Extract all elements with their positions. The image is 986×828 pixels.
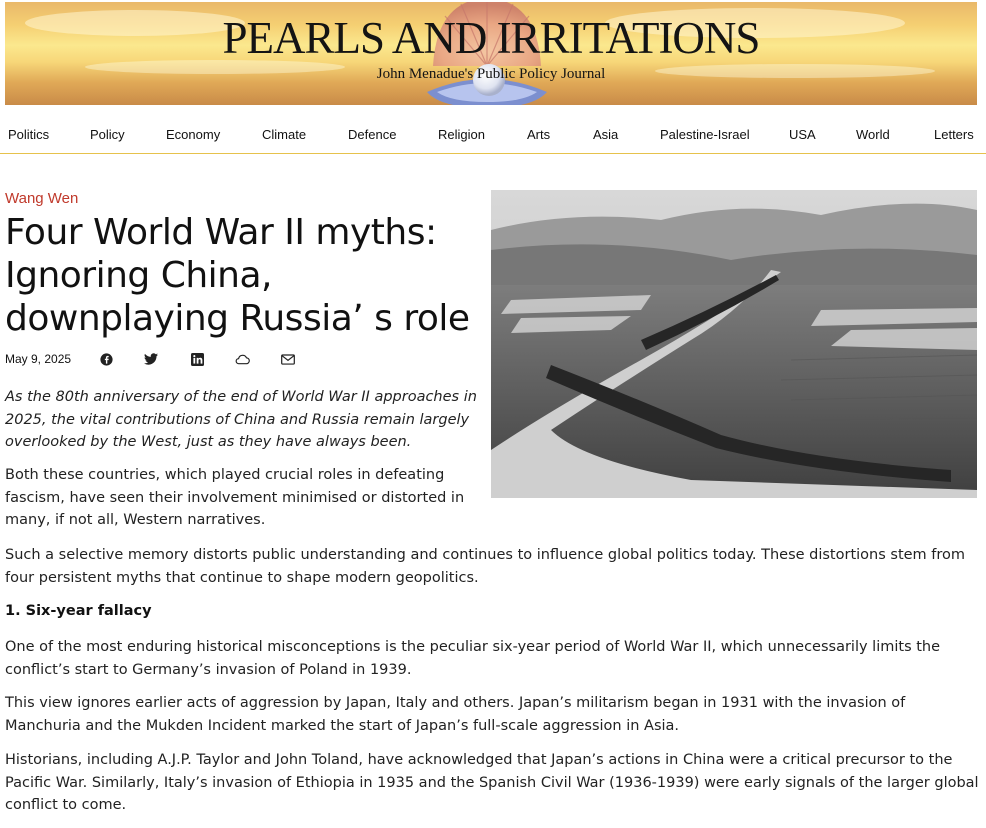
nav-item-climate[interactable]: Climate: [262, 127, 307, 142]
twitter-icon[interactable]: [143, 351, 159, 367]
site-banner[interactable]: [5, 2, 977, 105]
article-paragraph: This view ignores earlier acts of aggression by Japan, Italy and others. Japan’s militarism began in 1931 with the invasion of Manchuria and the Mukden Incident marked the start of Japan’s full-scale aggression in Asia.: [5, 695, 906, 734]
main-nav: [0, 105, 986, 154]
nav-item-policy[interactable]: Policy: [90, 127, 125, 142]
nav-item-asia[interactable]: Asia: [593, 127, 619, 142]
nav-item-politics[interactable]: Politics: [8, 127, 50, 142]
nav-item-world[interactable]: World: [856, 127, 890, 142]
article-paragraph: Both these countries, which played crucial roles in defeating fascism, have seen their involvement minimised or distorted in many, if not all, Western narratives.: [5, 467, 465, 528]
article-headline: Four World War II myths: Ignoring China, downplaying Russia’ s role: [5, 212, 470, 339]
nav-item-religion[interactable]: Religion: [438, 127, 485, 142]
nav-item-arts[interactable]: Arts: [527, 127, 551, 142]
nav-item-palestine-israel[interactable]: Palestine-Israel: [660, 127, 750, 142]
cloud-icon[interactable]: [234, 351, 250, 367]
article-date: May 9, 2025: [5, 352, 72, 366]
article-paragraph: Such a selective memory distorts public understanding and continues to influence global politics today. These distortions stem from four persistent myths that continue to shape modern geopolitics.: [5, 547, 966, 586]
site-subtitle: John Menadue's Public Policy Journal: [376, 66, 606, 82]
email-icon[interactable]: [280, 351, 296, 367]
article-paragraph: One of the most enduring historical misconceptions is the peculiar six-year period of World War II, which unnecessarily limits the conflict’s start to Germany’s invasion of Poland in 1939.: [5, 639, 941, 678]
article-photo: [491, 190, 977, 498]
article-author[interactable]: Wang Wen: [5, 190, 79, 207]
facebook-icon[interactable]: [98, 351, 114, 367]
site-title: PEARLS AND IRRITATIONS: [222, 13, 760, 63]
article-lead: As the 80th anniversary of the end of World War II approaches in 2025, the vital contributions of China and Russia remain largely overlooked by the West, just as they have always been.: [5, 389, 477, 450]
section-heading: 1. Six-year fallacy: [5, 603, 152, 619]
linkedin-icon[interactable]: [189, 351, 205, 367]
nav-item-defence[interactable]: Defence: [348, 127, 397, 142]
nav-item-economy[interactable]: Economy: [166, 127, 221, 142]
nav-item-letters[interactable]: Letters: [934, 127, 974, 142]
article-paragraph: Historians, including A.J.P. Taylor and John Toland, have acknowledged that Japan’s actions in China were a critical precursor to the Pacific War. Similarly, Italy’s invasion of Ethiopia in 1935 and the Spanish Civil War (1936-1939) were early signals of the larger global conflict to come.: [5, 752, 979, 813]
nav-item-usa[interactable]: USA: [789, 127, 816, 142]
